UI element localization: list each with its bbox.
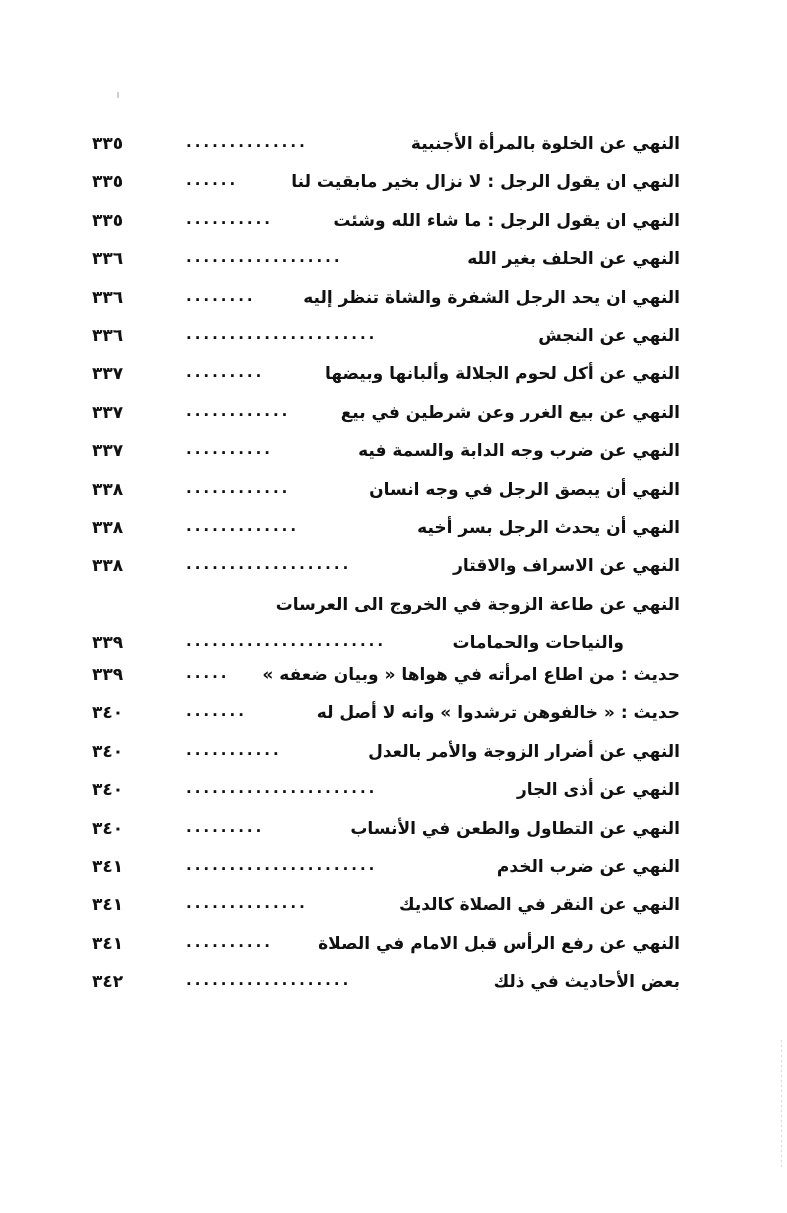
toc-dot-leader: .......... (186, 209, 273, 228)
toc-entry (92, 774, 680, 812)
scan-edge-mark (781, 1040, 782, 1170)
toc-entry (92, 697, 680, 735)
toc-dot-leader: ...................... (186, 324, 378, 343)
scan-margin-mark (117, 92, 119, 98)
toc-page-number: ٣٤٠ (92, 818, 124, 839)
toc-entry-title: النهي ان يقول الرجل : ما شاء الله وشئت (333, 210, 680, 231)
toc-entry (92, 851, 680, 889)
toc-entry (92, 966, 680, 1004)
toc-entry-title: النهي عن النقر في الصلاة كالديك (399, 895, 680, 916)
toc-entry (92, 736, 680, 774)
toc-entry-title: حديث : من اطاع امرأته في هواها « وبيان ضعفه » (262, 665, 680, 686)
toc-entry-title: النهي عن الخلوة بالمرأة الأجنبية (410, 134, 680, 154)
toc-dot-leader: .......... (186, 440, 273, 459)
toc-entry (92, 928, 680, 966)
toc-entry-title: حديث : « خالفوهن ترشدوا » وانه لا أصل له (316, 703, 680, 724)
toc-entry (92, 397, 680, 435)
toc-entry-title: النهي ان يحد الرجل الشفرة والشاة تنظر إليه (303, 287, 680, 308)
toc-entry-title: النهي عن النجش (538, 325, 680, 346)
toc-page-number: ٣٤٠ (92, 741, 124, 762)
toc-page-number: ٣٤١ (92, 857, 124, 878)
toc-entry-title: النهي عن ضرب وجه الدابة والسمة فيه (358, 441, 680, 462)
toc-dot-leader: ............ (186, 478, 291, 497)
toc-entry-title: النهي عن أذى الجار (516, 780, 680, 801)
toc-page-number: ٣٤٢ (92, 972, 124, 993)
toc-entry (92, 550, 680, 588)
toc-entry-title: النهي عن ضرب الخدم (496, 857, 680, 878)
toc-page-number: ٣٣٨ (92, 479, 124, 500)
toc-entry (92, 320, 680, 358)
toc-dot-leader: .............. (186, 133, 308, 151)
toc-page-number: ٣٤١ (92, 933, 124, 954)
toc-entry (92, 889, 680, 927)
toc-page-number: ٣٣٧ (92, 441, 124, 462)
toc-entry (92, 205, 680, 243)
toc-dot-leader: ....... (186, 702, 247, 721)
toc-dot-leader: ................... (186, 971, 352, 990)
toc-entry-title: النهي عن بيع الغرر وعن شرطين في بيع (340, 402, 680, 423)
toc-entry (92, 282, 680, 320)
toc-entry (92, 166, 680, 204)
toc-page-number: ٣٣٧ (92, 402, 124, 423)
toc-entry (92, 243, 680, 281)
toc-page-number: ٣٣٦ (92, 249, 124, 270)
toc-dot-leader: ......... (186, 363, 265, 382)
toc-entry-title: النهي أن يحدث الرجل بسر أخيه (417, 517, 680, 538)
toc-page-number: ٣٣٥ (92, 134, 124, 154)
toc-entry-title: النهي عن أكل لحوم الجلالة وألبانها وبيضها (324, 364, 680, 385)
toc-dot-leader: ....................... (186, 632, 387, 651)
toc-dot-leader: .................. (186, 248, 343, 267)
table-of-contents (92, 128, 680, 1005)
toc-entry (92, 358, 680, 396)
toc-dot-leader: ............. (186, 516, 300, 535)
toc-entry (92, 589, 680, 627)
toc-dot-leader: ........... (186, 740, 282, 759)
toc-entry (92, 474, 680, 512)
toc-dot-leader: ........ (186, 286, 256, 305)
toc-entry-title: بعض الأحاديث في ذلك (493, 972, 680, 993)
toc-page-number: ٣٣٥ (92, 172, 124, 193)
toc-entry (92, 435, 680, 473)
toc-dot-leader: .......... (186, 932, 273, 951)
toc-entry (92, 659, 680, 697)
toc-page-number: ٣٣٥ (92, 210, 124, 231)
toc-dot-leader: ...................... (186, 856, 378, 875)
toc-dot-leader: ............ (186, 401, 291, 420)
toc-entry-title: النهي ان يقول الرجل : لا نزال بخير مابقيت لنا (291, 172, 680, 193)
toc-entry (92, 813, 680, 851)
toc-page-number: ٣٣٩ (92, 633, 124, 654)
toc-dot-leader: ...................... (186, 779, 378, 798)
toc-entry (92, 512, 680, 550)
toc-entry-title: النهي عن الاسراف والاقتار (453, 556, 680, 577)
toc-dot-leader: ..... (186, 664, 230, 683)
toc-entry-title: النهي عن التطاول والطعن في الأنساب (350, 818, 680, 839)
toc-entry-title: النهي عن رفع الرأس قبل الامام في الصلاة (318, 933, 680, 954)
toc-page-number: ٣٤٠ (92, 703, 124, 724)
toc-entry-title: النهي أن يبصق الرجل في وجه انسان (369, 479, 680, 500)
toc-page-number: ٣٤٠ (92, 780, 124, 801)
toc-entry-title: النهي عن طاعة الزوجة في الخروج الى العرسات (275, 594, 680, 615)
toc-dot-leader: ...... (186, 171, 239, 190)
toc-page-number: ٣٣٨ (92, 556, 124, 577)
toc-page-number: ٣٤١ (92, 895, 124, 916)
toc-page-number: ٣٣٨ (92, 517, 124, 538)
toc-entry-continuation (92, 627, 680, 659)
toc-dot-leader: .............. (186, 894, 308, 913)
toc-page-number: ٣٣٩ (92, 665, 124, 686)
toc-page-number: ٣٣٦ (92, 325, 124, 346)
toc-entry-title: النهي عن أضرار الزوجة والأمر بالعدل (368, 741, 680, 762)
toc-entry-title: النهي عن الحلف بغير الله (467, 249, 680, 270)
toc-entry-title: والنياحات والحمامات (452, 633, 624, 654)
toc-page-number: ٣٣٦ (92, 287, 124, 308)
toc-dot-leader: ......... (186, 817, 265, 836)
toc-dot-leader: ................... (186, 555, 352, 574)
toc-entry (92, 128, 680, 166)
toc-page-number: ٣٣٧ (92, 364, 124, 385)
